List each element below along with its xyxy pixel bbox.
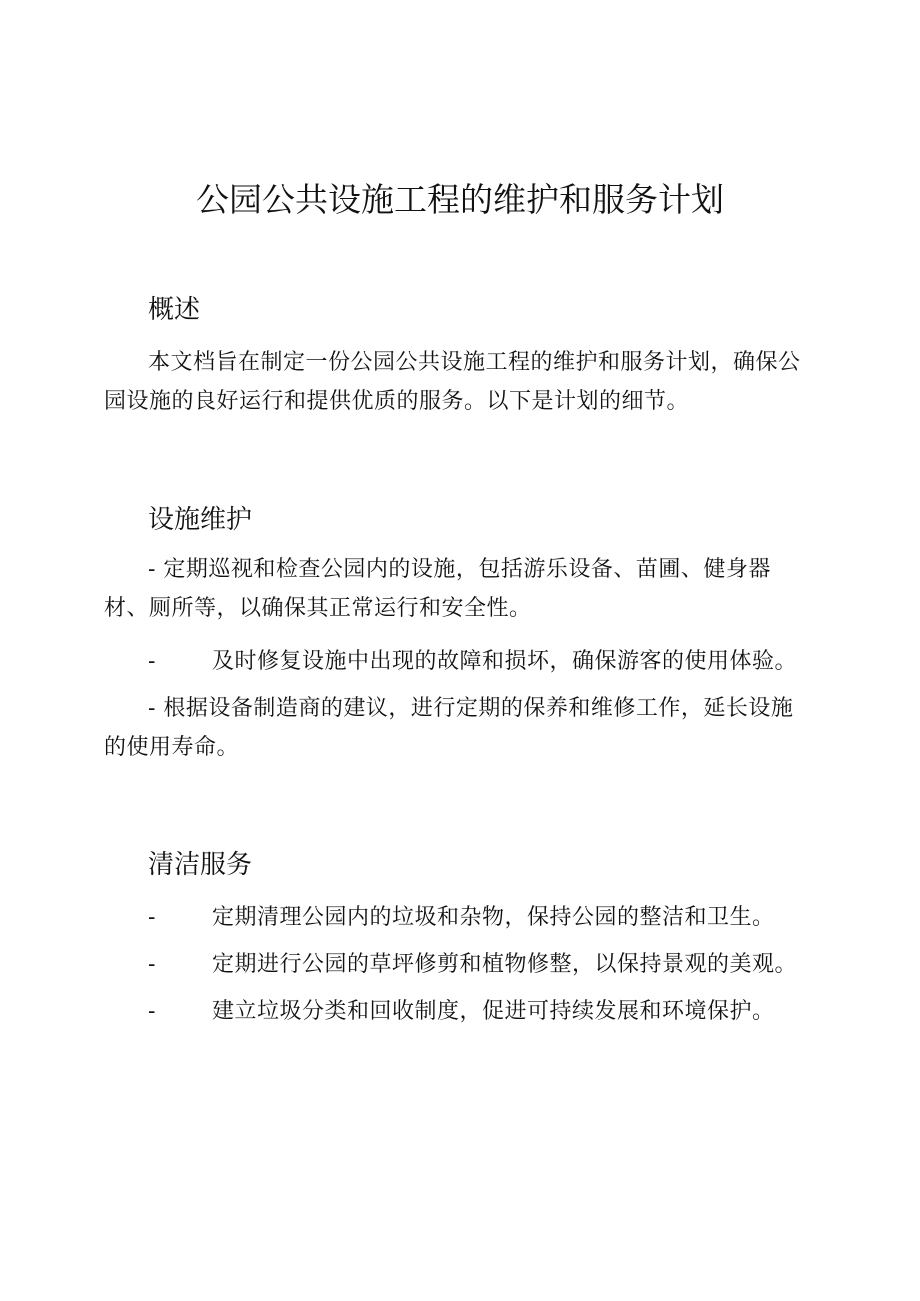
- cleaning-service-item: [148, 945, 808, 984]
- bullet-text: 建立垃圾分类和回收制度，促进可持续发展和环境保护。: [212, 999, 775, 1024]
- cleaning-service-item: [148, 992, 808, 1031]
- cleaning-service-item: [148, 898, 808, 937]
- overview-paragraph: 本文档旨在制定一份公园公共设施工程的维护和服务计划，确保公园设施的良好运行和提供优质的服务。以下是计划的细节。: [104, 350, 801, 414]
- facility-maintenance-item: - 根据设备制造商的建议，进行定期的保养和维修工作，延长设施的使用寿命。: [104, 696, 794, 760]
- overview-heading: 概述: [148, 295, 201, 325]
- document-title: 公园公共设施工程的维护和服务计划: [196, 180, 724, 219]
- bullet-dash: -: [148, 999, 156, 1024]
- bullet-dash: -: [148, 649, 156, 674]
- bullet-text: 定期清理公园内的垃圾和杂物，保持公园的整洁和卫生。: [212, 905, 775, 930]
- facility-maintenance-heading: 设施维护: [148, 505, 253, 535]
- bullet-text: 及时修复设施中出现的故障和损坏，确保游客的使用体验。: [212, 649, 798, 674]
- bullet-dash: -: [148, 952, 156, 977]
- bullet-dash: -: [148, 905, 156, 930]
- cleaning-service-heading: 清洁服务: [148, 850, 253, 880]
- facility-maintenance-item: - 定期巡视和检查公园内的设施，包括游乐设备、苗圃、健身器材、厕所等，以确保其正常运行和安全性。: [104, 557, 771, 621]
- bullet-text: 定期进行公园的草坪修剪和植物修整，以保持景观的美观。: [212, 952, 798, 977]
- facility-maintenance-item: [148, 642, 808, 681]
